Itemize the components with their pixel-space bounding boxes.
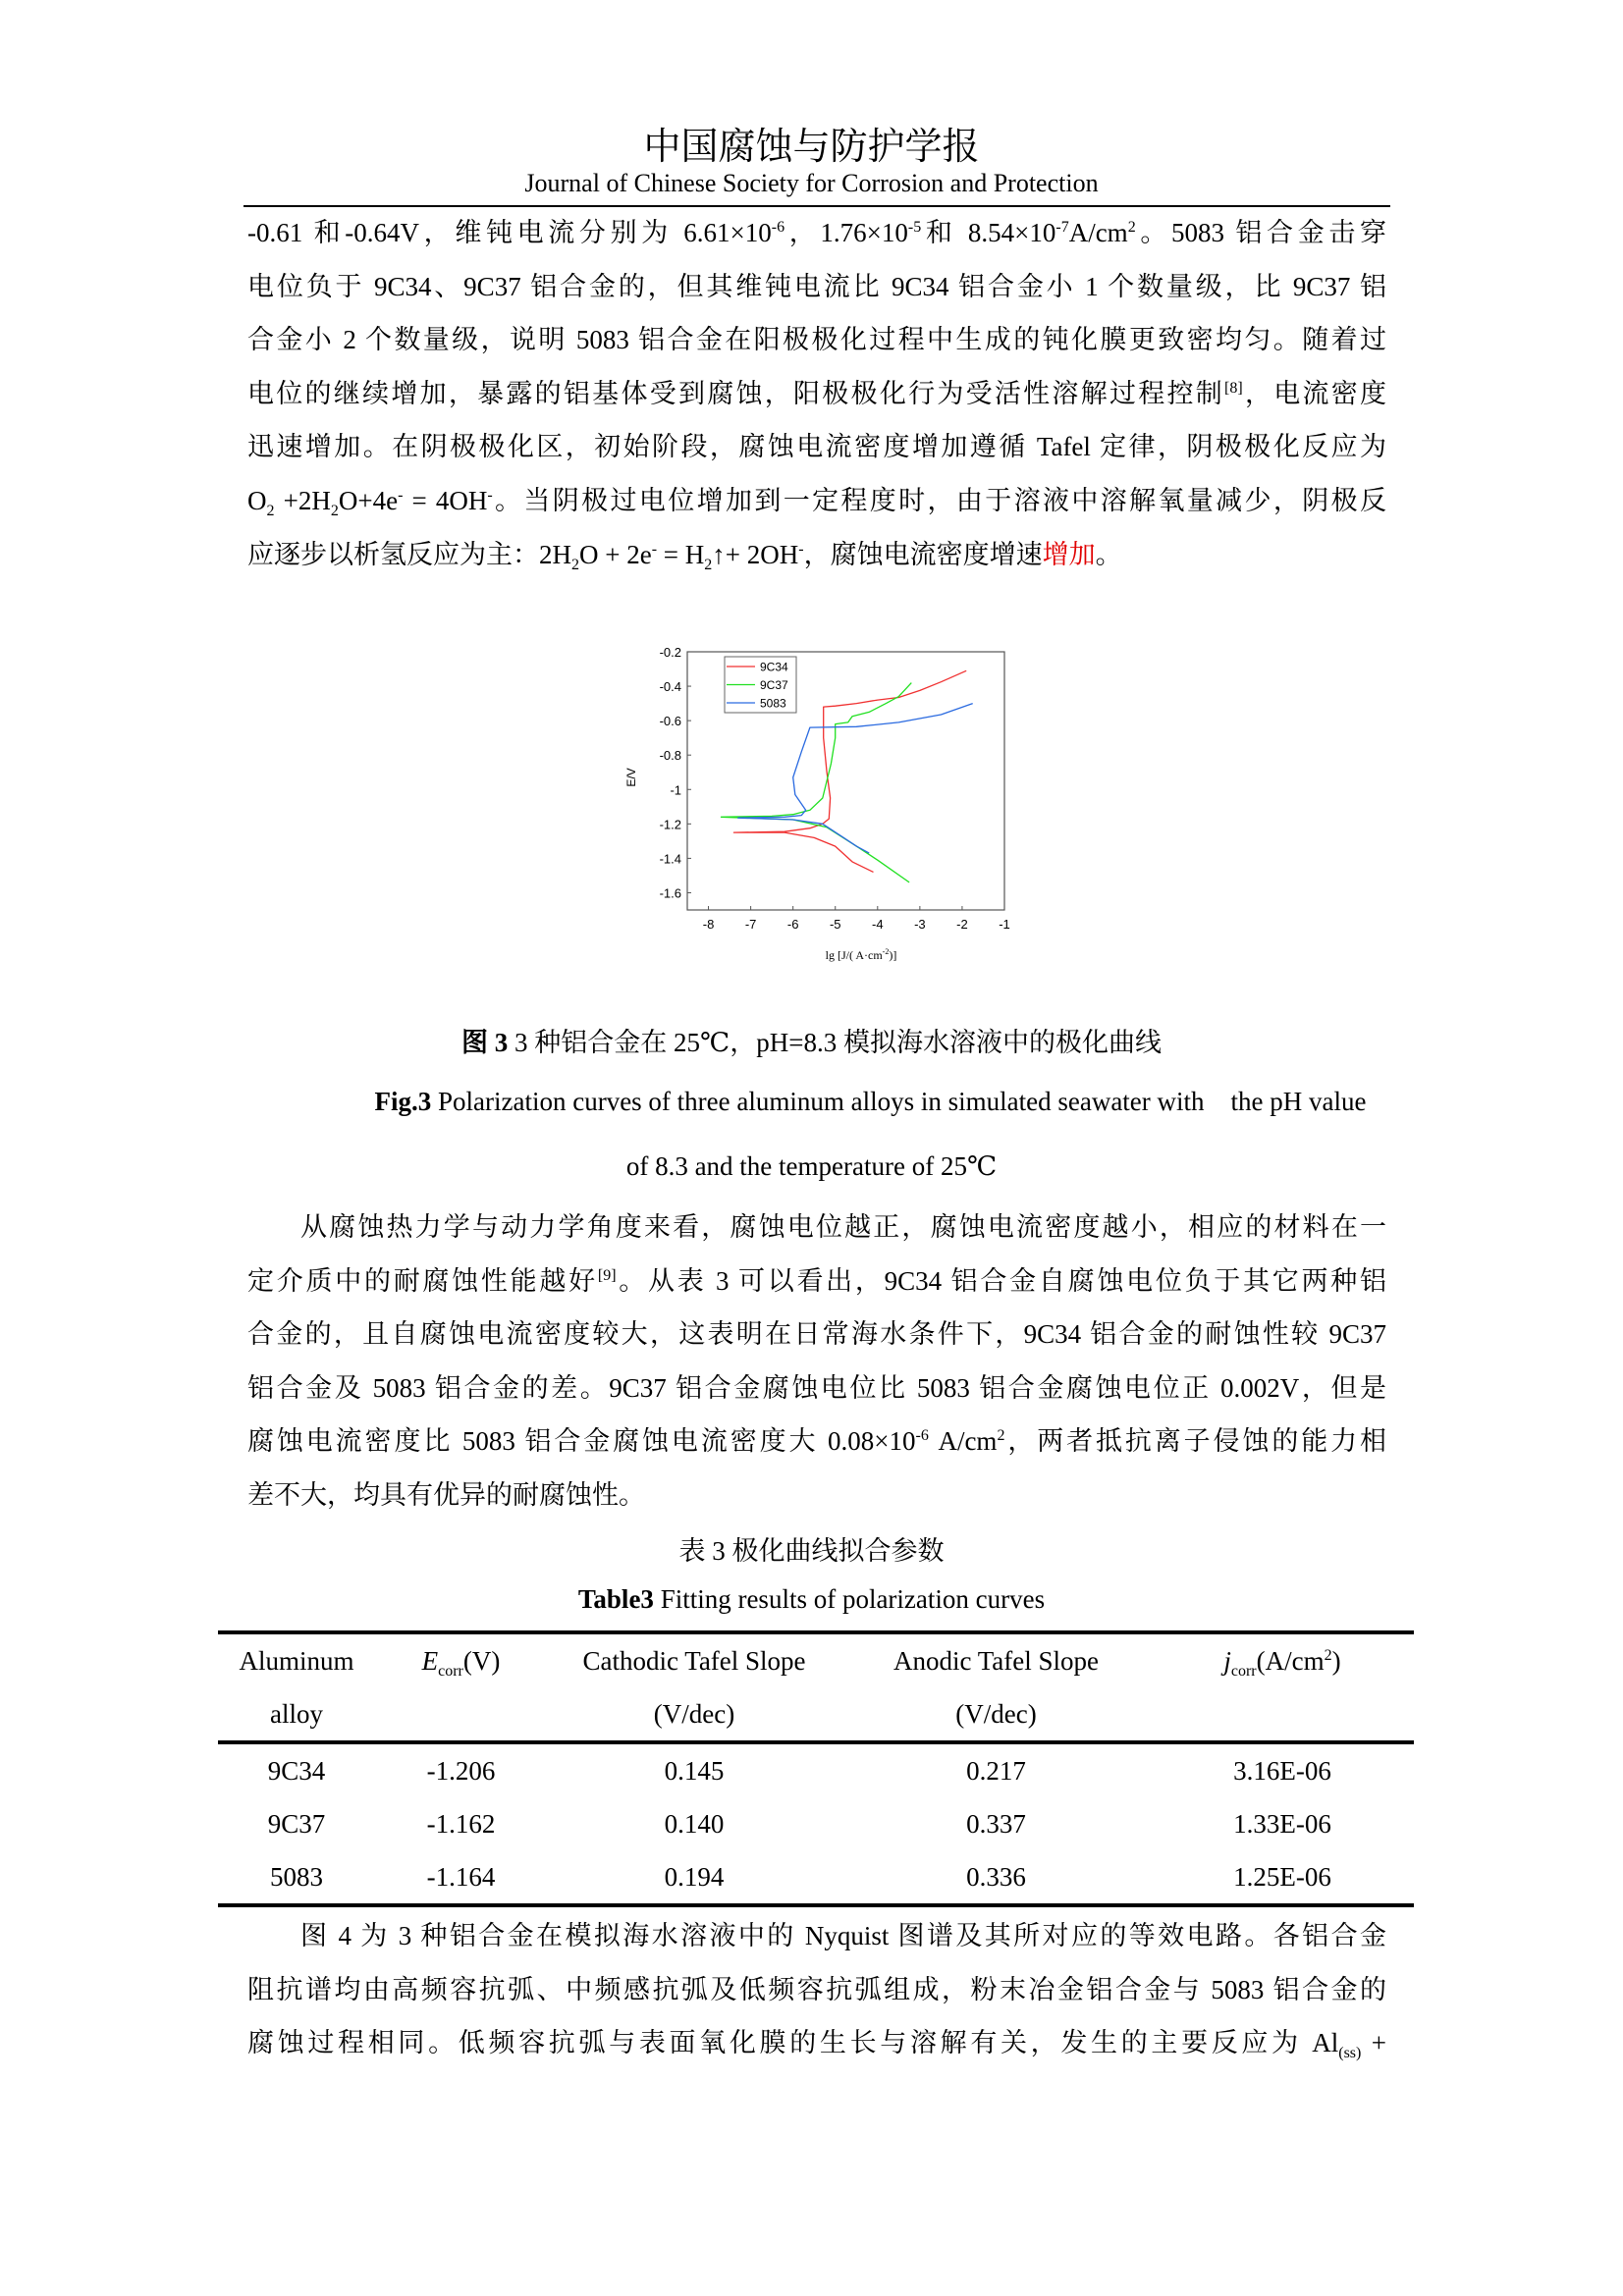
text-run: 阻抗谱均由高频容抗弧、中频感抗弧及低频容抗弧组成，粉末冶金铝合金与 5083 铝合金的 (247, 1974, 1386, 2004)
text-line (247, 1308, 1386, 1362)
text-line (247, 474, 1386, 528)
x-tick-label: -2 (956, 917, 968, 932)
text-line (247, 420, 1386, 474)
text-run: ，1.76×10 (784, 218, 908, 247)
sub-text: (ss) (1338, 2045, 1362, 2062)
jcorr-unit-sup: 2 (1324, 1646, 1332, 1664)
sup-text: - (798, 540, 804, 558)
paragraph-2 (247, 1201, 1386, 1522)
text-run: 合金的，且自腐蚀电流密度较大，这表明在日常海水条件下，9C34 铝合金的耐蚀性较 9C37 (247, 1319, 1386, 1350)
ecorr-unit: (V) (462, 1645, 501, 1676)
text-run: 定介质中的耐腐蚀性能越好 (247, 1265, 598, 1296)
text-line (247, 528, 1386, 582)
table-header-row-2 (218, 1687, 1414, 1742)
paragraph-3 (247, 1909, 1386, 2070)
sup-text: 2 (997, 1427, 1005, 1445)
y-tick-label: -0.2 (659, 645, 681, 660)
y-tick-label: -0.6 (659, 714, 681, 729)
sub-text: 2 (330, 502, 339, 519)
text-run: O + 2e (579, 539, 652, 569)
sup-text: - (398, 486, 404, 504)
table-cell: 0.336 (966, 1861, 1026, 1892)
table-header-row (218, 1632, 1414, 1687)
col-header-cathodic-unit: (V/dec) (547, 1687, 841, 1742)
y-tick-label: -1 (670, 782, 681, 798)
text-run: A/cm (1068, 218, 1128, 247)
y-tick-label: -1.6 (659, 885, 681, 901)
text-run: A/cm (928, 1426, 998, 1457)
sup-text: -5 (907, 219, 922, 236)
table-cell: 0.337 (966, 1808, 1026, 1839)
y-axis-label: E/V (624, 768, 638, 787)
figure-label-en: Fig.3 (374, 1087, 432, 1116)
fitting-results-table (218, 1630, 1414, 1907)
x-tick-label: -7 (744, 917, 757, 932)
sup-text: -6 (771, 219, 785, 236)
text-run: 差不大，均具有优异的耐腐蚀性。 (247, 1479, 645, 1510)
text-line (247, 1963, 1386, 2017)
text-run: ，两者抵抗离子侵蚀的能力相 (1004, 1426, 1386, 1457)
x-axis-label-sup: -2 (882, 947, 890, 956)
table-cell: 0.217 (966, 1755, 1026, 1786)
table-cell: -1.164 (426, 1861, 496, 1892)
col-header-alloy-2: alloy (218, 1687, 375, 1742)
figure-caption-en-text: Polarization curves of three aluminum alloys in simulated seawater with the pH value (431, 1087, 1367, 1116)
x-axis-label-end: )] (889, 948, 897, 962)
figure-caption-cn-text: 3 种铝合金在 25℃，pH=8.3 模拟海水溶液中的极化曲线 (508, 1028, 1162, 1057)
x-axis-label-main: lg [J/( A·cm (825, 948, 883, 962)
col-header-jcorr (1151, 1632, 1414, 1687)
table-cell: 0.140 (664, 1808, 725, 1839)
jcorr-subscript: corr (1230, 1662, 1257, 1680)
x-tick-label: -3 (914, 917, 926, 932)
text-run: 应逐步以析氢反应为主：2H (247, 539, 571, 569)
text-line (247, 1255, 1386, 1308)
sup-text: - (651, 540, 658, 558)
table-cell: 0.194 (664, 1861, 725, 1892)
text-run: 。 (1095, 539, 1122, 569)
legend-label: 9C37 (760, 678, 788, 692)
text-run: ↑+ 2OH (712, 539, 799, 569)
jcorr-unit: (A/cm (1256, 1645, 1325, 1676)
text-run: 。5083 铝合金击穿 (1135, 218, 1386, 247)
ecorr-symbol: E (421, 1645, 439, 1676)
table-cell: -1.206 (426, 1755, 496, 1786)
text-run: 。从表 3 可以看出，9C34 铝合金自腐蚀电位负于其它两种铝 (616, 1265, 1387, 1296)
figure-caption-en-1 (59, 1087, 1623, 1117)
text-line (247, 367, 1386, 421)
figure-caption-cn (0, 1021, 1623, 1059)
text-run: = H (657, 539, 705, 569)
sub-text: 2 (571, 556, 579, 573)
text-run: 腐蚀电流密度比 5083 铝合金腐蚀电流密度大 0.08×10 (247, 1426, 916, 1457)
sub-text: 2 (266, 502, 275, 519)
text-line (247, 2016, 1386, 2070)
sup-text: [9] (597, 1266, 617, 1284)
text-line (247, 206, 1386, 260)
text-run: O (247, 485, 267, 515)
sup-text: -7 (1055, 219, 1069, 236)
text-line (247, 1201, 1386, 1255)
x-tick-label: -6 (786, 917, 799, 932)
col-header-ecorr-2 (375, 1687, 547, 1742)
figure-caption-en-2: of 8.3 and the temperature of 25℃ (625, 1151, 998, 1181)
table-caption-en (0, 1584, 1623, 1615)
table-row (218, 1742, 1414, 1797)
table-caption-cn: 表 3 极化曲线拟合参数 (678, 1536, 945, 1566)
sup-text: [8] (1224, 379, 1243, 397)
text-line (247, 1468, 1386, 1522)
table-cell: 9C37 (267, 1808, 326, 1839)
legend (725, 657, 796, 713)
table-label-en: Table3 (577, 1584, 654, 1614)
polarization-chart (609, 628, 1041, 982)
col-header-anodic-unit: (V/dec) (841, 1687, 1151, 1742)
x-tick-label: -4 (872, 917, 884, 932)
sup-text: 2 (1127, 219, 1136, 236)
text-line (247, 260, 1386, 314)
table-cell: 3.16E-06 (1233, 1755, 1331, 1786)
y-tick-label: -0.4 (659, 679, 681, 695)
x-tick-label: -1 (999, 917, 1010, 932)
table-cell: 1.25E-06 (1233, 1861, 1331, 1892)
text-run: ，电流密度 (1242, 378, 1387, 408)
col-header-jcorr-2 (1151, 1687, 1414, 1742)
sub-text: 2 (704, 556, 713, 573)
text-run: O+4e (338, 485, 399, 515)
x-axis-label (826, 947, 897, 962)
table-cell: 9C34 (267, 1755, 326, 1786)
text-run: 铝合金及 5083 铝合金的差。9C37 铝合金腐蚀电位比 5083 铝合金腐蚀电位正 0.002V，但是 (247, 1372, 1386, 1403)
table-cell: 1.33E-06 (1233, 1808, 1331, 1839)
series-line-5083 (738, 704, 973, 854)
text-run: +2H (274, 485, 331, 515)
col-header-cathodic: Cathodic Tafel Slope (582, 1645, 806, 1676)
text-line (247, 313, 1386, 367)
table-caption-en-text: Fitting results of polarization curves (653, 1584, 1046, 1614)
table-cell: 5083 (270, 1861, 323, 1892)
y-tick-label: -0.8 (659, 748, 681, 764)
y-tick-label: -1.4 (659, 851, 681, 867)
text-line (247, 1362, 1386, 1415)
legend-label: 5083 (760, 696, 786, 711)
table-cell: 0.145 (664, 1755, 725, 1786)
text-run: 电位的继续增加，暴露的铝基体受到腐蚀，阳极极化行为受活性溶解过程控制 (247, 378, 1225, 408)
text-run: 迅速增加。在阴极极化区，初始阶段，腐蚀电流密度增加遵循 Tafel 定律，阴极极化反应为 (247, 432, 1386, 462)
text-run: 和 8.54×10 (921, 218, 1056, 247)
sup-text: -6 (915, 1427, 929, 1445)
col-header-anodic: Anodic Tafel Slope (893, 1645, 1100, 1676)
text-run: 图 4 为 3 种铝合金在模拟海水溶液中的 Nyquist 图谱及其所对应的等效电路。各铝合金 (300, 1921, 1386, 1950)
legend-label: 9C34 (760, 660, 788, 674)
table-row (218, 1850, 1414, 1905)
journal-title-cn: 中国腐蚀与防护学报 (643, 127, 980, 168)
jcorr-unit-end: ) (1331, 1645, 1341, 1676)
table-cell: -1.162 (426, 1808, 496, 1839)
y-tick-label: -1.2 (659, 817, 681, 832)
x-tick-label: -8 (702, 917, 715, 932)
journal-title-en: Journal of Chinese Society for Corrosion and Protection (524, 169, 1099, 197)
text-run: 合金小 2 个数量级，说明 5083 铝合金在阳极极化过程中生成的钝化膜更致密均匀。随着过 (247, 325, 1386, 355)
sup-text: - (487, 486, 493, 504)
text-run: 腐蚀过程相同。低频容抗弧与表面氧化膜的生长与溶解有关，发生的主要反应为 Al (247, 2028, 1339, 2058)
text-run: 。当阴极过电位增加到一定程度时，由于溶液中溶解氧量减少，阴极反 (492, 485, 1386, 515)
col-header-alloy: Aluminum (239, 1645, 354, 1676)
ecorr-subscript: corr (438, 1662, 463, 1680)
text-run: 从腐蚀热力学与动力学角度来看，腐蚀电位越正，腐蚀电流密度越小，相应的材料在一 (300, 1212, 1386, 1242)
jcorr-symbol: j (1223, 1645, 1231, 1676)
col-header-ecorr (375, 1632, 547, 1687)
paragraph-1 (247, 206, 1386, 581)
text-run: + (1361, 2028, 1387, 2058)
table-row (218, 1797, 1414, 1850)
figure-label-cn: 图 3 (461, 1028, 509, 1057)
text-run: = 4OH (403, 485, 488, 515)
text-line (247, 1909, 1386, 1963)
highlighted-text: 增加 (1042, 539, 1096, 569)
text-run: 电位负于 9C34、9C37 铝合金的，但其维钝电流比 9C34 铝合金小 1 个数量级，比 9C37 铝 (247, 271, 1386, 301)
x-tick-label: -5 (829, 917, 841, 932)
text-run: -0.61 和-0.64V，维钝电流分别为 6.61×10 (247, 218, 772, 247)
text-line (247, 1415, 1386, 1468)
text-run: ，腐蚀电流密度增速 (803, 539, 1043, 569)
